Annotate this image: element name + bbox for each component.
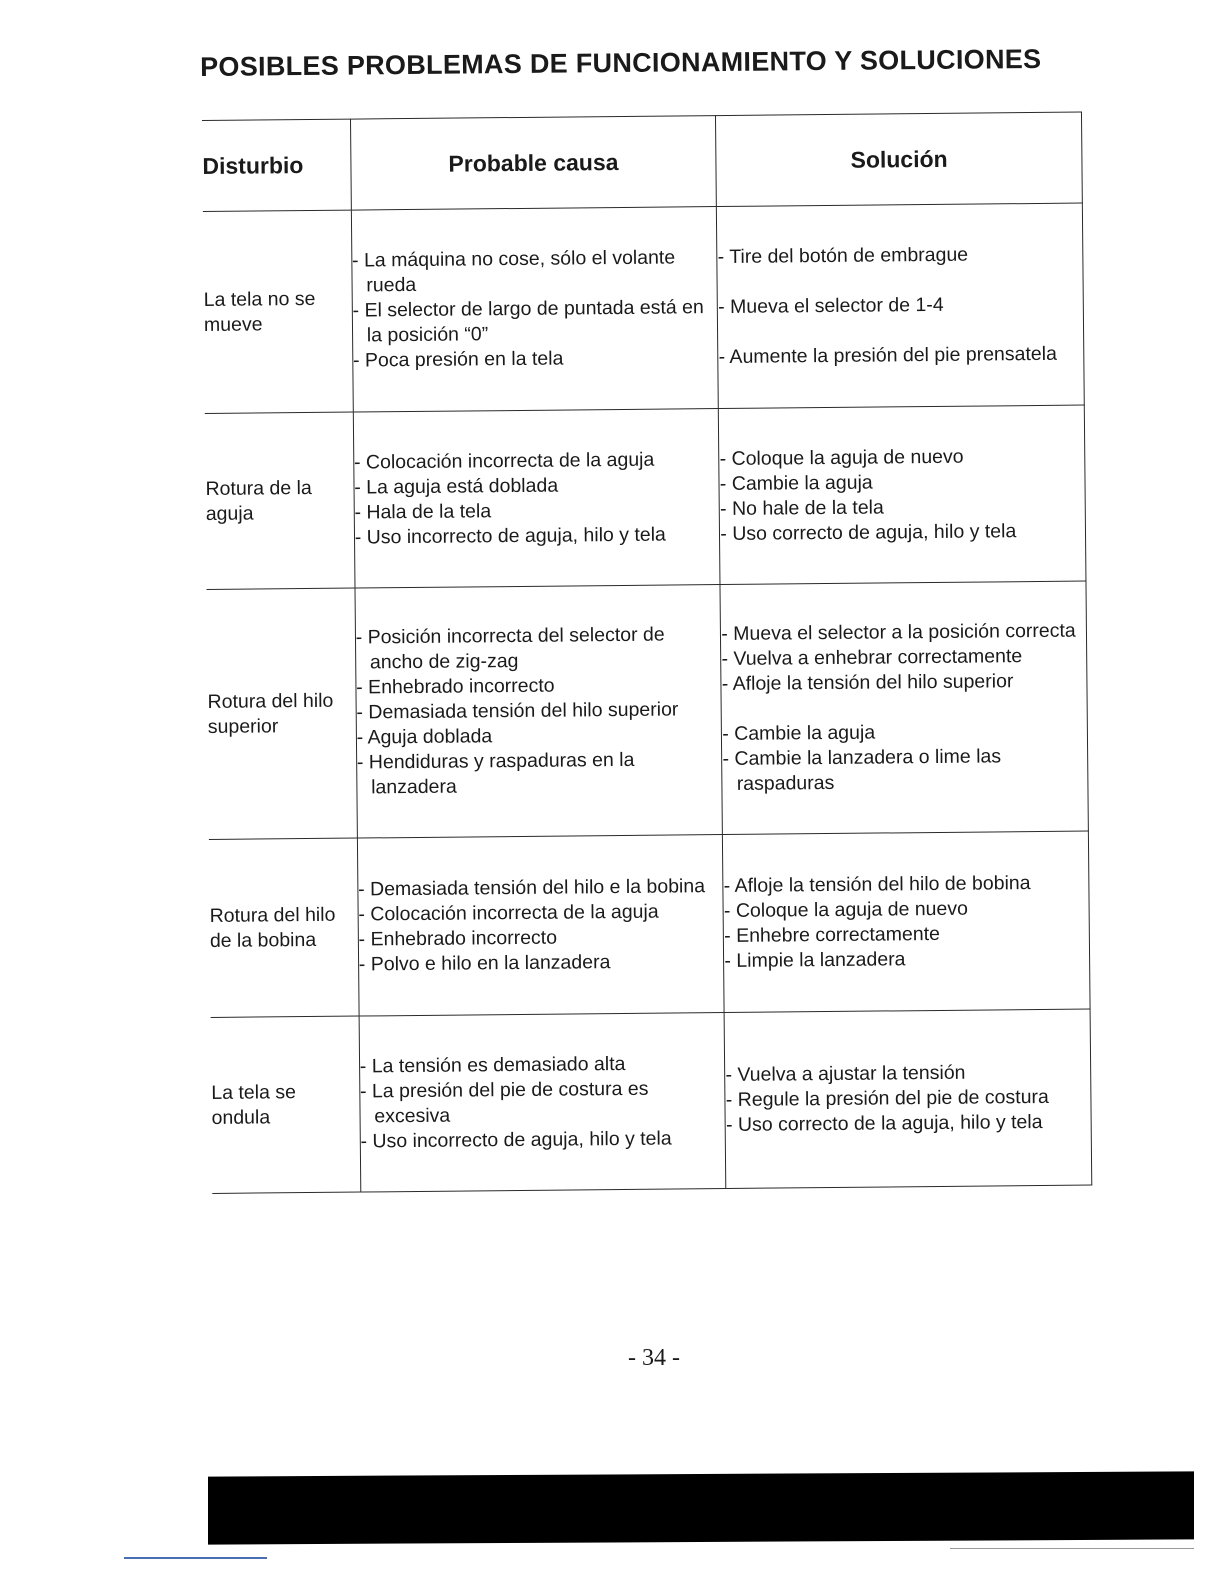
solucion-cell bbox=[723, 831, 1090, 1013]
list-item: - Poca presión en la tela bbox=[353, 345, 718, 373]
disturbio-cell: La tela se ondula bbox=[211, 1016, 361, 1193]
list-item: - Vuelva a ajustar la tensión bbox=[725, 1060, 1090, 1088]
list-item: - Vuelva a enhebrar correctamente bbox=[721, 644, 1086, 672]
troubleshooting-table-container bbox=[202, 112, 1092, 1194]
troubleshooting-table bbox=[202, 112, 1092, 1194]
list-item: - Posición incorrecta del selector de ancho de zig-zag bbox=[356, 622, 721, 675]
solucion-cell bbox=[724, 1009, 1091, 1189]
header-solucion: Solución bbox=[716, 112, 1082, 207]
causa-cell bbox=[357, 835, 724, 1017]
list-item: - Enhebrado incorrecto bbox=[359, 924, 724, 952]
page-number: - 34 - bbox=[628, 1345, 680, 1371]
list-item: - Cambie la lanzadera o lime las raspaduras bbox=[722, 744, 1087, 797]
list-item: - Limpie la lanzadera bbox=[724, 945, 1089, 973]
table-row bbox=[207, 581, 1089, 839]
solucion-cell bbox=[717, 203, 1085, 409]
list-item: - La tensión es demasiado alta bbox=[360, 1051, 725, 1079]
list-item: - Uso correcto de la aguja, hilo y tela bbox=[726, 1110, 1091, 1138]
table-row bbox=[203, 203, 1084, 413]
list-item: - Regule la presión del pie de costura bbox=[726, 1085, 1091, 1113]
list-item: - Uso incorrecto de aguja, hilo y tela bbox=[355, 522, 720, 550]
disturbio-cell: Rotura del hilo superior bbox=[207, 588, 358, 839]
list-item: - Mueva el selector de 1-4 bbox=[718, 292, 1083, 320]
causa-cell bbox=[351, 207, 719, 413]
list-item: - Afloje la tensión del hilo de bobina bbox=[724, 870, 1089, 898]
list-item: - Afloje la tensión del hilo superior bbox=[722, 669, 1087, 697]
list-item: - Colocación incorrecta de la aguja bbox=[354, 447, 719, 475]
list-item: - La aguja está doblada bbox=[354, 472, 719, 500]
list-item: - Polvo e hilo en la lanzadera bbox=[359, 949, 724, 977]
solucion-cell bbox=[719, 405, 1086, 585]
list-item: - Aguja doblada bbox=[357, 722, 722, 750]
header-disturbio: Disturbio bbox=[202, 119, 351, 211]
list-item: - Tire del botón de embrague bbox=[718, 242, 1083, 270]
list-item: - Coloque la aguja de nuevo bbox=[720, 443, 1085, 471]
list-item: - La presión del pie de costura es excesiva bbox=[360, 1076, 725, 1129]
list-item: - Aumente la presión del pie prensatela bbox=[719, 342, 1084, 370]
list-item: - La máquina no cose, sólo el volante rueda bbox=[352, 245, 717, 298]
list-item: - Enhebre correctamente bbox=[724, 920, 1089, 948]
list-item: - Uso incorrecto de aguja, hilo y tela bbox=[360, 1126, 725, 1154]
list-item: - Cambie la aguja bbox=[722, 719, 1087, 747]
disturbio-cell: Rotura del hilo de la bobina bbox=[209, 838, 359, 1017]
solucion-cell bbox=[720, 581, 1088, 834]
list-item: - No hale de la tela bbox=[720, 493, 1085, 521]
list-item: - Enhebrado incorrecto bbox=[356, 672, 721, 700]
list-item: - Hendiduras y raspaduras en la lanzadera bbox=[357, 747, 722, 800]
table-row bbox=[205, 405, 1086, 589]
causa-cell bbox=[353, 409, 720, 589]
header-probable-causa: Probable causa bbox=[350, 116, 716, 211]
list-item: - Coloque la aguja de nuevo bbox=[724, 895, 1089, 923]
causa-cell bbox=[359, 1013, 726, 1193]
page-title: POSIBLES PROBLEMAS DE FUNCIONAMIENTO Y SOLUCIONES bbox=[200, 43, 1042, 82]
disturbio-cell: La tela no se mueve bbox=[203, 210, 353, 413]
list-item: - Colocación incorrecta de la aguja bbox=[358, 899, 723, 927]
list-item: - Mueva el selector a la posición correcta bbox=[721, 619, 1086, 647]
causa-cell bbox=[355, 585, 723, 838]
list-item: - Demasiada tensión del hilo e la bobina bbox=[358, 874, 723, 902]
list-item: - Cambie la aguja bbox=[720, 468, 1085, 496]
footer-black-bar bbox=[208, 1471, 1194, 1544]
table-row bbox=[211, 1009, 1092, 1193]
table-row bbox=[209, 831, 1090, 1017]
table-header-row bbox=[202, 112, 1082, 211]
list-item: - El selector de largo de puntada está en la posición “0” bbox=[352, 295, 717, 348]
list-item: - Uso correcto de aguja, hilo y tela bbox=[720, 518, 1085, 546]
list-item: - Hala de la tela bbox=[354, 497, 719, 525]
scan-artifact-line bbox=[124, 1557, 267, 1559]
scan-artifact-line bbox=[950, 1548, 1194, 1549]
disturbio-cell: Rotura de la aguja bbox=[205, 412, 355, 589]
list-item: - Demasiada tensión del hilo superior bbox=[356, 697, 721, 725]
